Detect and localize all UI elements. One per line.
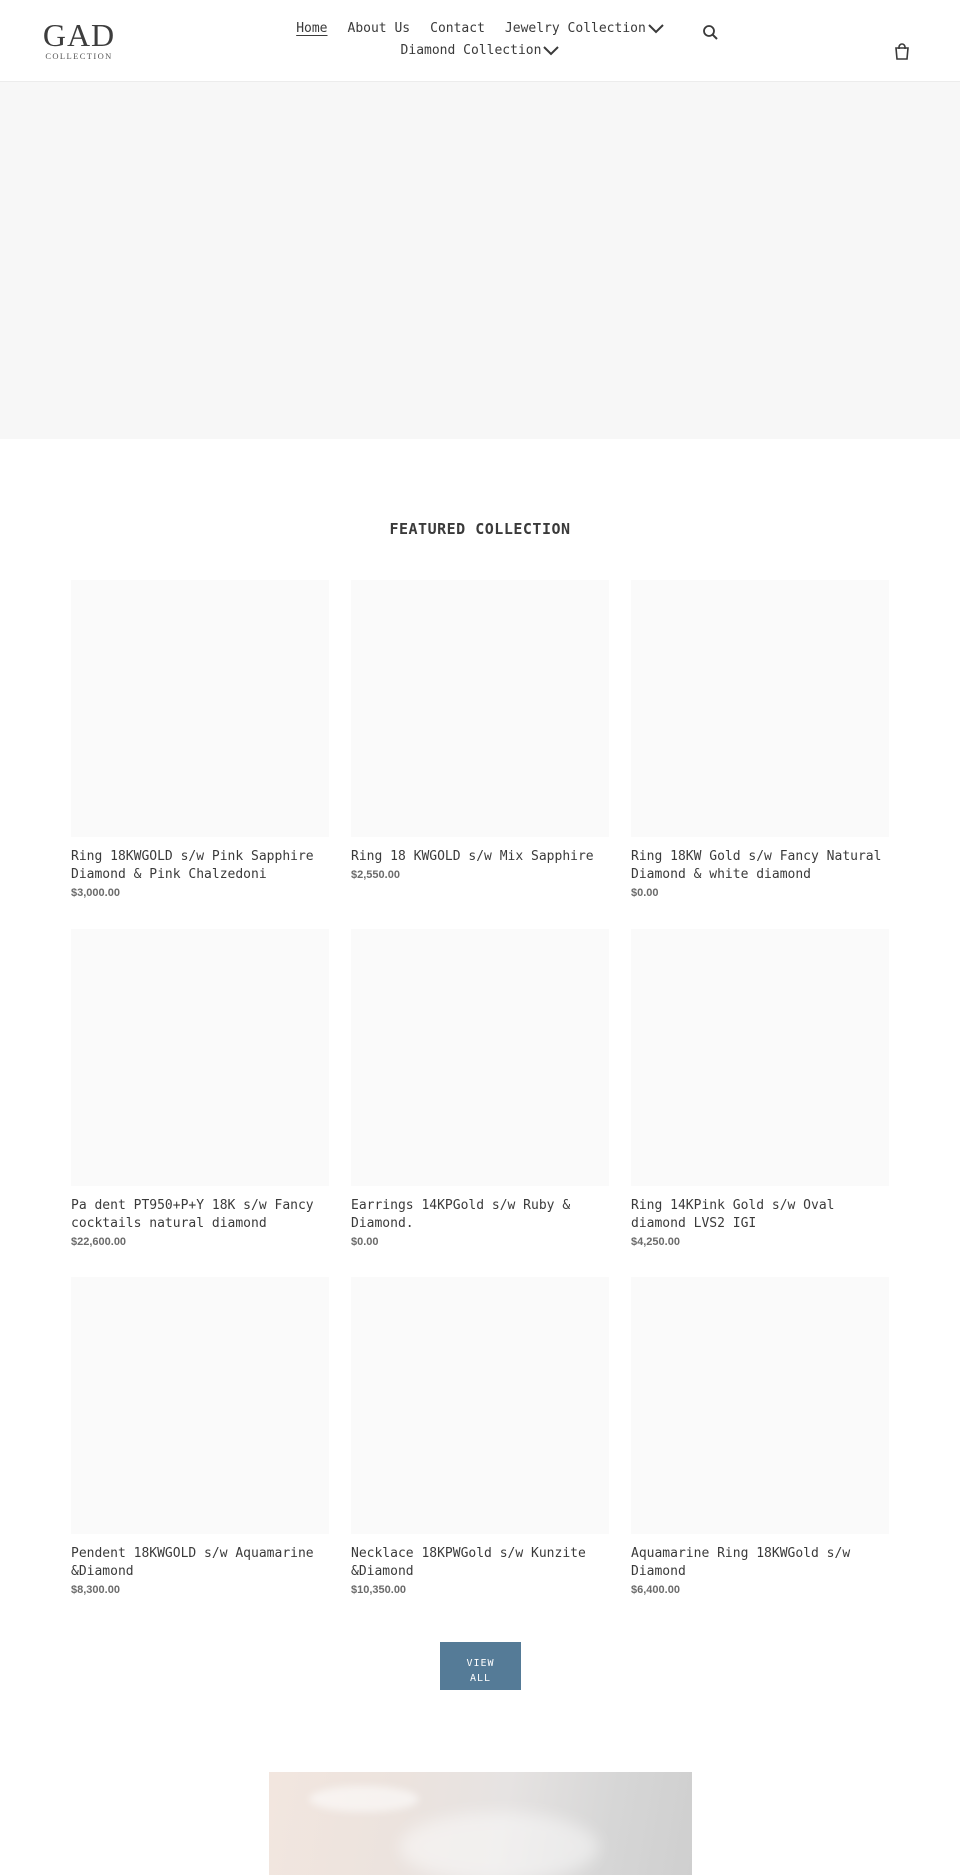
- product-image[interactable]: [71, 580, 329, 837]
- product-title[interactable]: Aquamarine Ring 18KWGold s/w Diamond: [631, 1546, 851, 1579]
- product-price: $6,400.00: [631, 1584, 680, 1596]
- view-all-button[interactable]: [440, 1642, 521, 1690]
- product-card[interactable]: [71, 1277, 329, 1598]
- product-card[interactable]: [631, 580, 889, 901]
- nav-label: Jewelry Collection: [504, 21, 646, 36]
- product-title[interactable]: Ring 14KPink Gold s/w Oval diamond LVS2 IGI: [631, 1198, 835, 1231]
- product-price: $8,300.00: [71, 1584, 120, 1596]
- chevron-down-icon: [543, 46, 559, 56]
- image-highlight: [399, 1812, 599, 1875]
- product-card[interactable]: [351, 1277, 609, 1598]
- product-price: $10,350.00: [351, 1584, 407, 1596]
- product-price: $0.00: [351, 1236, 379, 1248]
- section-title: FEATURED COLLECTION: [389, 520, 571, 538]
- chevron-down-icon: [648, 24, 664, 34]
- product-price: $2,550.00: [351, 869, 400, 881]
- search-button[interactable]: [701, 23, 721, 43]
- view-all-label-line2: ALL: [469, 1672, 492, 1684]
- nav-item-home[interactable]: [296, 18, 327, 40]
- product-image[interactable]: [351, 1277, 609, 1534]
- product-price: $22,600.00: [71, 1236, 127, 1248]
- product-card[interactable]: [351, 929, 609, 1250]
- product-title[interactable]: Pa dent PT950+P+Y 18K s/w Fancy cocktails natural diamond: [71, 1198, 314, 1231]
- product-price: $3,000.00: [71, 887, 120, 899]
- nav-label: Diamond Collection: [400, 43, 542, 58]
- cart-button[interactable]: [893, 43, 911, 61]
- nav-item-about-us[interactable]: [348, 18, 411, 40]
- product-card[interactable]: [71, 580, 329, 901]
- product-image[interactable]: [631, 929, 889, 1186]
- product-title[interactable]: Earrings 14KPGold s/w Ruby & Diamond.: [351, 1198, 571, 1231]
- view-all-label-line1: VIEW: [466, 1657, 495, 1669]
- nav-label: About Us: [347, 21, 411, 36]
- product-card[interactable]: [631, 1277, 889, 1598]
- nav-item-jewelry-collection[interactable]: [505, 18, 664, 40]
- nav-item-contact[interactable]: [430, 18, 485, 40]
- search-icon: [701, 23, 721, 43]
- nav-label: Home: [296, 21, 328, 36]
- product-image[interactable]: [71, 1277, 329, 1534]
- product-image[interactable]: [351, 580, 609, 837]
- product-title[interactable]: Pendent 18KWGOLD s/w Aquamarine &Diamond: [71, 1546, 314, 1579]
- logo-text: GAD: [42, 17, 116, 53]
- product-title[interactable]: Ring 18KWGOLD s/w Pink Sapphire Diamond & Pink Chalzedoni: [71, 849, 314, 882]
- product-image[interactable]: [631, 1277, 889, 1534]
- product-price: $4,250.00: [631, 1236, 680, 1248]
- product-card[interactable]: [351, 580, 609, 883]
- nav-label: Contact: [430, 21, 485, 36]
- product-image[interactable]: [351, 929, 609, 1186]
- product-image[interactable]: [631, 580, 889, 837]
- logo[interactable]: [41, 17, 117, 61]
- product-card[interactable]: [71, 929, 329, 1250]
- hero-banner: [0, 82, 960, 439]
- cart-icon: [893, 43, 911, 61]
- product-image[interactable]: [71, 929, 329, 1186]
- image-highlight: [309, 1786, 419, 1812]
- product-card[interactable]: [631, 929, 889, 1250]
- product-title[interactable]: Necklace 18KPWGold s/w Kunzite &Diamond: [351, 1546, 586, 1579]
- featured-image: [269, 1772, 692, 1875]
- logo-subtext: COLLECTION: [45, 51, 113, 61]
- product-price: $0.00: [631, 887, 659, 899]
- product-title[interactable]: Ring 18 KWGOLD s/w Mix Sapphire: [351, 849, 594, 864]
- main-nav: [280, 18, 680, 62]
- site-header: [0, 0, 960, 82]
- product-title[interactable]: Ring 18KW Gold s/w Fancy Natural Diamond & white diamond: [631, 849, 882, 882]
- nav-item-diamond-collection[interactable]: [401, 40, 560, 62]
